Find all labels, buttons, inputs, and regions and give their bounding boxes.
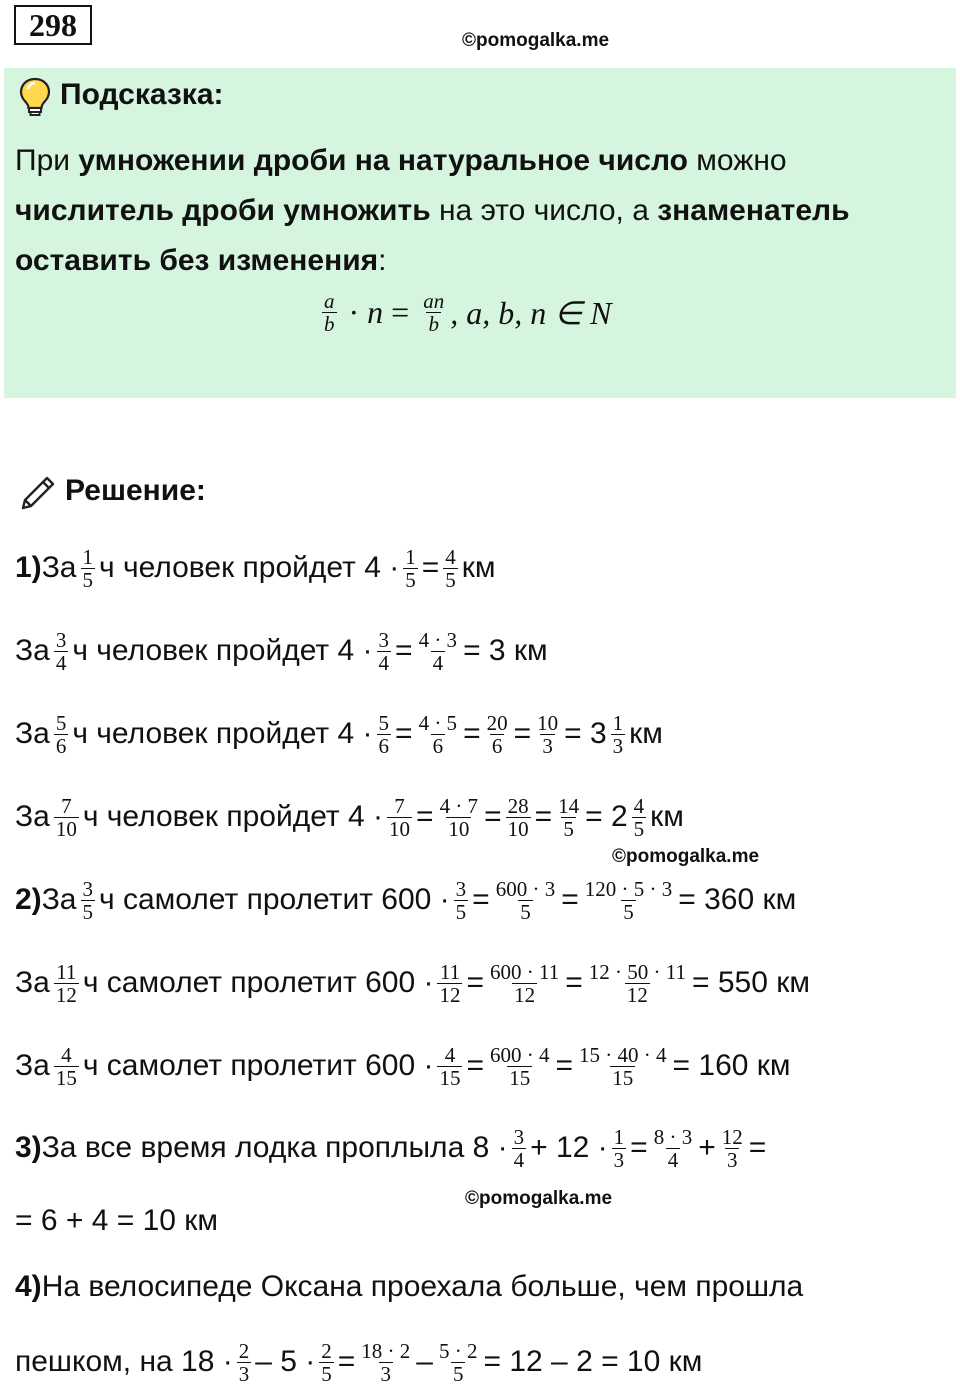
fraction-denominator: 5: [82, 899, 93, 924]
fraction-numerator: 11: [56, 959, 77, 984]
fraction: [377, 629, 392, 674]
fraction-denominator: 3: [726, 1147, 738, 1172]
fraction-denominator: 6: [491, 733, 503, 758]
fraction: [359, 1340, 412, 1385]
formula-fraction-a-b: [322, 290, 337, 335]
fraction-numerator: 12 · 50 · 11: [588, 959, 686, 984]
fraction-numerator: 3: [378, 627, 390, 652]
fraction-denominator: 15: [509, 1065, 531, 1090]
solution-line-8: 3) За все время лодка проплыла 8 · $\frac{3}{4}$ + 12 · $\frac{1}{3}$ = $\frac{8 \cdot 3}{4}$ + $\frac{12}{3}$ =: [15, 1124, 767, 1172]
fraction-denominator: 4: [55, 650, 67, 675]
fraction: [556, 795, 581, 840]
fraction-numerator: 5 · 2: [438, 1338, 478, 1363]
hint-line-2: числитель дроби умножить на это число, а знаменатель: [15, 194, 850, 227]
hint-box: [4, 68, 956, 398]
fraction-denominator: b: [324, 312, 335, 336]
solution-title: Решение:: [65, 474, 206, 507]
fraction: [611, 712, 626, 757]
fraction-numerator: 4: [445, 544, 456, 569]
fraction-denominator: 5: [633, 816, 645, 841]
fraction-denominator: 15: [612, 1065, 634, 1090]
solution-line-11: пешком, на 18 · $\frac{2}{3}$ – 5 · $\frac{2}{5}$ = $\frac{18 \cdot 2}{3}$ – $\frac{5 \cdot 2}{5}$ = 12 – 2 = 10 км: [15, 1338, 703, 1386]
fraction: [437, 1340, 480, 1385]
fraction-numerator: 4: [633, 793, 645, 818]
fraction-numerator: 18 · 2: [361, 1338, 411, 1363]
fraction: [403, 546, 418, 591]
fraction: [587, 961, 688, 1006]
fraction-denominator: 5: [405, 567, 416, 592]
solution-line-7: За $\frac{4}{15}$ ч самолет пролетит 600 · $\frac{4}{15}$ = $\frac{600 \cdot 4}{15}$ = $\frac{15 \cdot 40 \cdot 4}{15}$ = 160 км: [15, 1042, 791, 1090]
fraction-numerator: 3: [55, 627, 67, 652]
fraction: [512, 1126, 527, 1171]
fraction: [237, 1340, 252, 1385]
fraction: [535, 712, 560, 757]
fraction-numerator: 11: [439, 959, 461, 984]
fraction-numerator: 600 · 4: [490, 1042, 550, 1067]
fraction: [81, 546, 96, 591]
fraction-denominator: 5: [520, 899, 531, 924]
fraction-denominator: 10: [507, 816, 529, 841]
fraction-numerator: 1: [405, 544, 416, 569]
solution-line-9: = 6 + 4 = 10 км: [15, 1204, 219, 1237]
fraction-numerator: a: [324, 289, 335, 313]
fraction-denominator: 5: [445, 567, 456, 592]
fraction: [417, 629, 460, 674]
fraction-numerator: 3: [455, 876, 467, 901]
solution-line-10: 4) На велосипеде Оксана проехала больше, чем прошла: [15, 1270, 804, 1303]
fraction: [443, 546, 458, 591]
fraction: [488, 1044, 552, 1089]
fraction-numerator: 4: [444, 1042, 456, 1067]
fraction: [54, 795, 79, 840]
fraction: [319, 1340, 334, 1385]
fraction: [632, 795, 647, 840]
problem-number: 298: [14, 5, 92, 45]
fraction-numerator: 15 · 40 · 4: [579, 1042, 667, 1067]
fraction: [54, 961, 79, 1006]
solution-line-5: 2) За $\frac{3}{5}$ ч самолет пролетит 600 · $\frac{3}{5}$ = $\frac{600 \cdot 3}{5}$ = $\frac{120 \cdot 5 \cdot 3}{5}$ = 360 км: [15, 876, 797, 924]
fraction-denominator: 5: [563, 816, 574, 841]
hint-formula: $\frac{a}{b}$ · n = $\frac{an}{b}$ , a, b, n ∈ N: [324, 289, 612, 336]
fraction: [417, 712, 460, 757]
fraction-denominator: 12: [514, 982, 536, 1007]
fraction-numerator: 1: [82, 544, 93, 569]
fraction-denominator: 5: [452, 1361, 464, 1386]
solution-line-3: За $\frac{5}{6}$ ч человек пройдет 4 · $\frac{5}{6}$ = $\frac{4 \cdot 5}{6}$ = $\frac{20}{6}$ = $\frac{10}{3}$ = 3 $\frac{1}{3}$ км: [15, 710, 663, 758]
fraction-denominator: 5: [82, 567, 93, 592]
fraction-numerator: 1: [612, 710, 624, 735]
fraction: [81, 878, 96, 923]
fraction-numerator: 14: [558, 793, 580, 818]
fraction-numerator: 4 · 3: [418, 627, 458, 652]
fraction-numerator: 4: [61, 1042, 72, 1067]
fraction-denominator: 10: [389, 816, 411, 841]
fraction-numerator: 1: [613, 1124, 625, 1149]
fraction: [494, 878, 558, 923]
solution-line-2: За $\frac{3}{4}$ ч человек пройдет 4 · $\frac{3}{4}$ = $\frac{4 \cdot 3}{4}$ = 3 км: [15, 627, 548, 675]
fraction-numerator: 28: [507, 793, 529, 818]
fraction-denominator: 15: [439, 1065, 461, 1090]
fraction: [488, 961, 561, 1006]
fraction-numerator: 4 · 7: [439, 793, 479, 818]
fraction-numerator: 600 · 3: [495, 876, 556, 901]
fraction-numerator: 3: [513, 1124, 525, 1149]
fraction: [720, 1126, 745, 1171]
fraction: [54, 712, 69, 757]
fraction-denominator: 3: [380, 1361, 392, 1386]
fraction-numerator: 5: [378, 710, 390, 735]
fraction: [577, 1044, 669, 1089]
fraction: [54, 629, 69, 674]
fraction-numerator: 10: [537, 710, 559, 735]
fraction-denominator: 5: [623, 899, 634, 924]
fraction: [454, 878, 469, 923]
fraction-denominator: 6: [378, 733, 390, 758]
fraction-denominator: 3: [238, 1361, 250, 1386]
fraction: [612, 1126, 627, 1171]
fraction-denominator: b: [428, 312, 439, 336]
solution-line-1: 1) За $\frac{1}{5}$ ч человек пройдет 4 · $\frac{1}{5}$ = $\frac{4}{5}$ км: [15, 544, 496, 592]
fraction: [438, 795, 481, 840]
fraction: [437, 1044, 462, 1089]
fraction-numerator: 2: [238, 1338, 250, 1363]
fraction-denominator: 10: [448, 816, 470, 841]
fraction-numerator: 8 · 3: [653, 1124, 693, 1149]
fraction-denominator: 12: [439, 982, 461, 1007]
fraction-denominator: 5: [455, 899, 467, 924]
formula-fraction-an-b: [421, 290, 446, 335]
watermark-middle: ©pomogalka.me: [612, 846, 760, 867]
solution-line-6: За $\frac{11}{12}$ ч самолет пролетит 600 · $\frac{11}{12}$ = $\frac{600 \cdot 11}{12}$ = $\frac{12 \cdot 50 \cdot 11}{12}$ = 550 км: [15, 959, 810, 1007]
lightbulb-icon: [18, 76, 52, 121]
fraction-denominator: 6: [432, 733, 444, 758]
fraction: [377, 712, 392, 757]
fraction-denominator: 6: [55, 733, 67, 758]
fraction-denominator: 3: [542, 733, 553, 758]
fraction-denominator: 4: [378, 650, 390, 675]
watermark-bottom: ©pomogalka.me: [465, 1188, 613, 1209]
fraction-denominator: 5: [321, 1361, 332, 1386]
fraction-denominator: 12: [626, 982, 648, 1007]
fraction: [652, 1126, 695, 1171]
fraction-denominator: 3: [613, 1147, 625, 1172]
hint-line-3: оставить без изменения:: [15, 244, 387, 277]
fraction-denominator: 15: [55, 1065, 77, 1090]
fraction: [387, 795, 412, 840]
watermark-top: ©pomogalka.me: [462, 30, 610, 51]
fraction-denominator: 3: [612, 733, 624, 758]
solution-line-4: За $\frac{7}{10}$ ч человек пройдет 4 · $\frac{7}{10}$ = $\frac{4 \cdot 7}{10}$ = $\frac{28}{10}$ = $\frac{14}{5}$ = 2 $\frac{4}{5}$ км: [15, 793, 684, 841]
fraction-numerator: 600 · 11: [490, 959, 560, 984]
fraction-numerator: 4 · 5: [418, 710, 458, 735]
pencil-icon: [18, 470, 60, 517]
fraction: [485, 712, 510, 757]
fraction: [437, 961, 462, 1006]
fraction-denominator: 4: [513, 1147, 525, 1172]
fraction-denominator: 12: [55, 982, 77, 1007]
fraction-numerator: 7: [61, 793, 72, 818]
fraction-numerator: 5: [55, 710, 67, 735]
fraction-denominator: 10: [55, 816, 77, 841]
fraction: [54, 1044, 79, 1089]
fraction-numerator: 12: [721, 1124, 743, 1149]
fraction-numerator: 20: [486, 710, 508, 735]
fraction: [506, 795, 531, 840]
fraction: [583, 878, 675, 923]
fraction-numerator: 120 · 5 · 3: [584, 876, 673, 901]
hint-title: Подсказка:: [60, 78, 224, 111]
fraction-denominator: 4: [667, 1147, 679, 1172]
fraction-numerator: 2: [321, 1338, 332, 1363]
hint-line-1: При умножении дроби на натуральное число можно: [15, 144, 787, 177]
fraction-numerator: 3: [82, 876, 93, 901]
fraction-numerator: an: [423, 289, 445, 313]
fraction-denominator: 4: [432, 650, 444, 675]
fraction-numerator: 7: [394, 793, 405, 818]
